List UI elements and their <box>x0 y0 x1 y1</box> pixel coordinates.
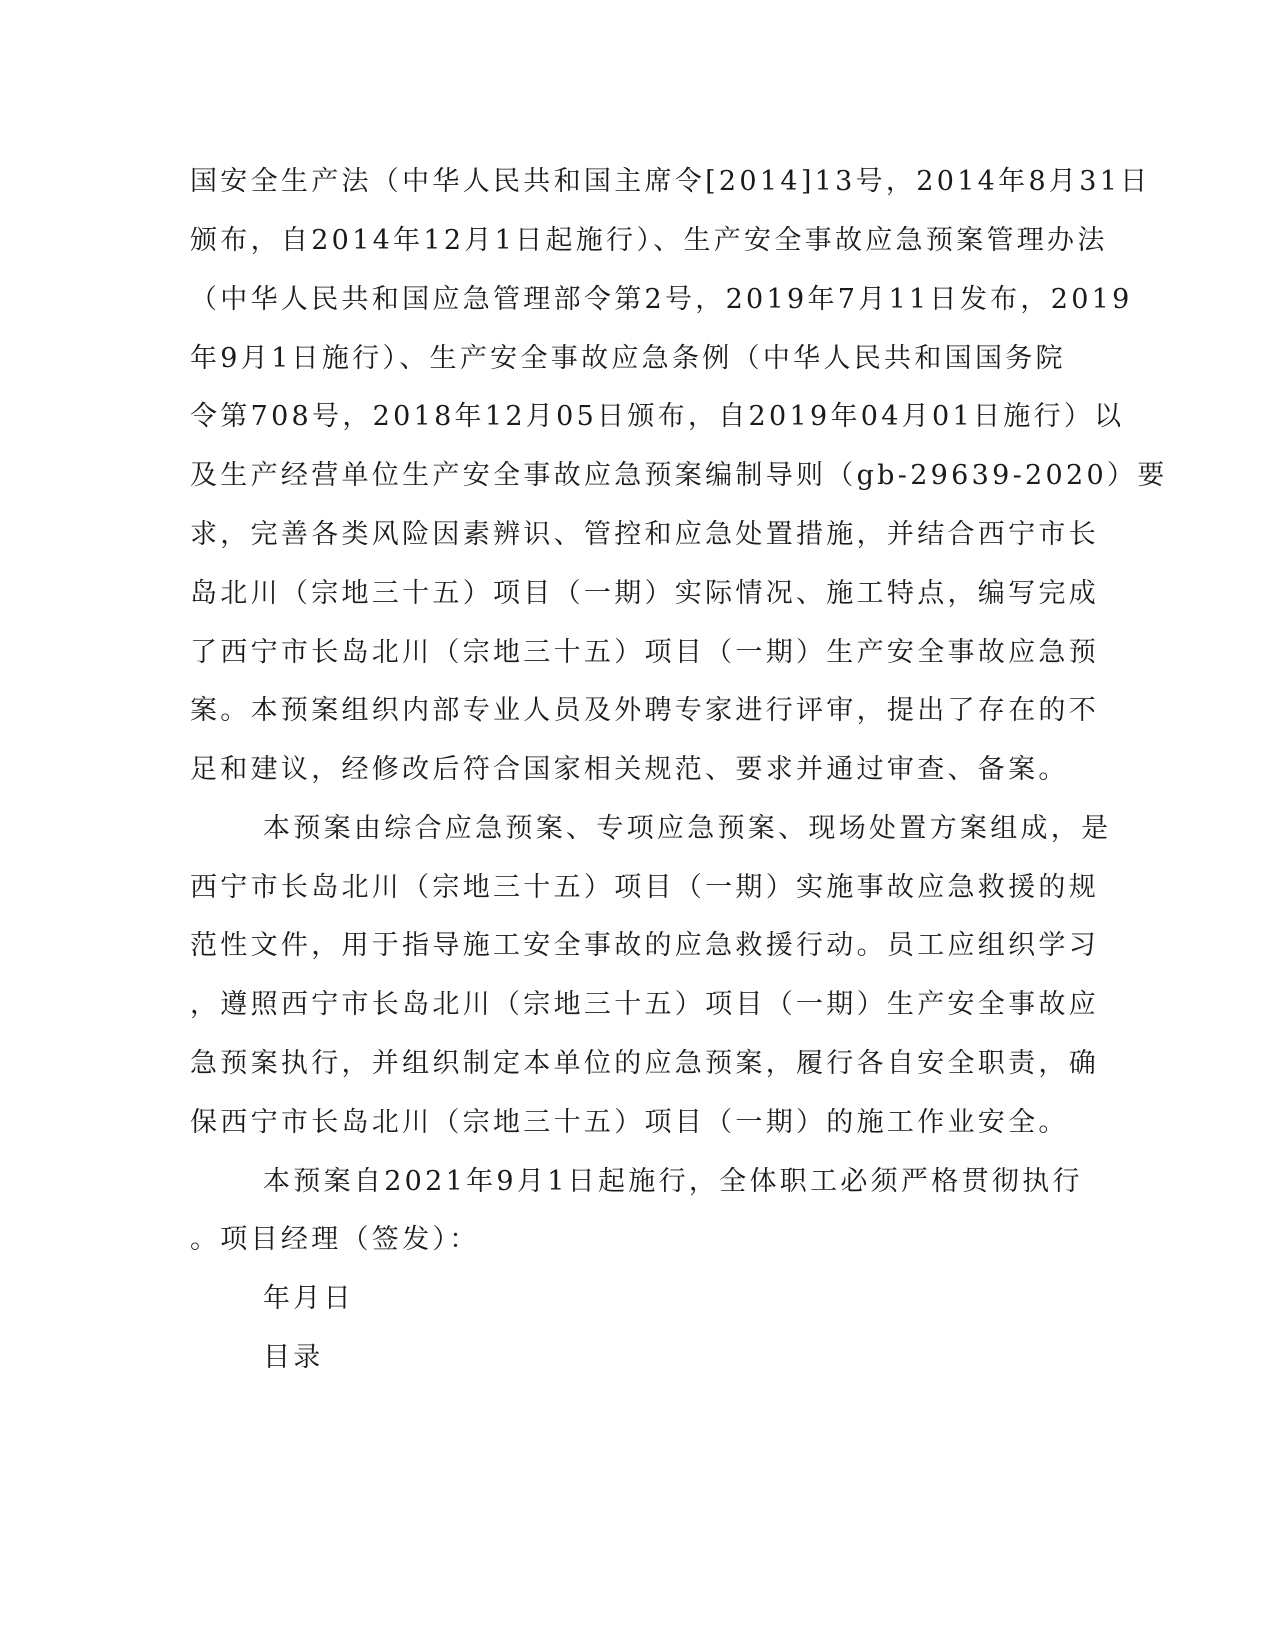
paragraph-line: 本预案自2021年9月1日起施行，全体职工必须严格贯彻执行 <box>263 1166 1083 1197</box>
date-line: 年月日 <box>263 1283 354 1314</box>
paragraph-line: 足和建议，经修改后符合国家相关规范、要求并通过审查、备案。 <box>190 754 1069 785</box>
paragraph-line: 。项目经理（签发）： <box>190 1224 480 1255</box>
paragraph-line: 西宁市长岛北川（宗地三十五）项目（一期）实施事故应急救援的规 <box>190 872 1099 903</box>
paragraph-line: 保西宁市长岛北川（宗地三十五）项目（一期）的施工作业安全。 <box>190 1107 1069 1138</box>
paragraph-line: 急预案执行，并组织制定本单位的应急预案，履行各自安全职责，确 <box>190 1048 1099 1079</box>
paragraph-line: 年9月1日施行）、生产安全事故应急条例（中华人民共和国国务院 <box>190 343 1066 374</box>
paragraph-line: 本预案由综合应急预案、专项应急预案、现场处置方案组成，是 <box>263 813 1112 844</box>
paragraph-line: 范性文件，用于指导施工安全事故的应急救援行动。员工应组织学习 <box>190 930 1099 961</box>
paragraph-line: ，遵照西宁市长岛北川（宗地三十五）项目（一期）生产安全事故应 <box>190 989 1099 1020</box>
paragraph-line: 求，完善各类风险因素辨识、管控和应急处置措施，并结合西宁市长 <box>190 519 1099 550</box>
paragraph-line: 案。本预案组织内部专业人员及外聘专家进行评审，提出了存在的不 <box>190 695 1099 726</box>
paragraph-line: 颁布，自2014年12月1日起施行）、生产安全事故应急预案管理办法 <box>190 225 1108 256</box>
paragraph-line: 岛北川（宗地三十五）项目（一期）实际情况、施工特点，编写完成 <box>190 578 1099 609</box>
paragraph-line: （中华人民共和国应急管理部令第2号，2019年7月11日发布，2019 <box>190 284 1133 315</box>
paragraph-line: 了西宁市长岛北川（宗地三十五）项目（一期）生产安全事故应急预 <box>190 637 1099 668</box>
paragraph-line: 及生产经营单位生产安全事故应急预案编制导则（gb-29639-2020）要 <box>190 460 1168 491</box>
paragraph-line: 国安全生产法（中华人民共和国主席令[2014]13号，2014年8月31日 <box>190 166 1151 197</box>
toc-heading: 目录 <box>263 1342 324 1373</box>
paragraph-line: 令第708号，2018年12月05日颁布，自2019年04月01日施行）以 <box>190 401 1125 432</box>
